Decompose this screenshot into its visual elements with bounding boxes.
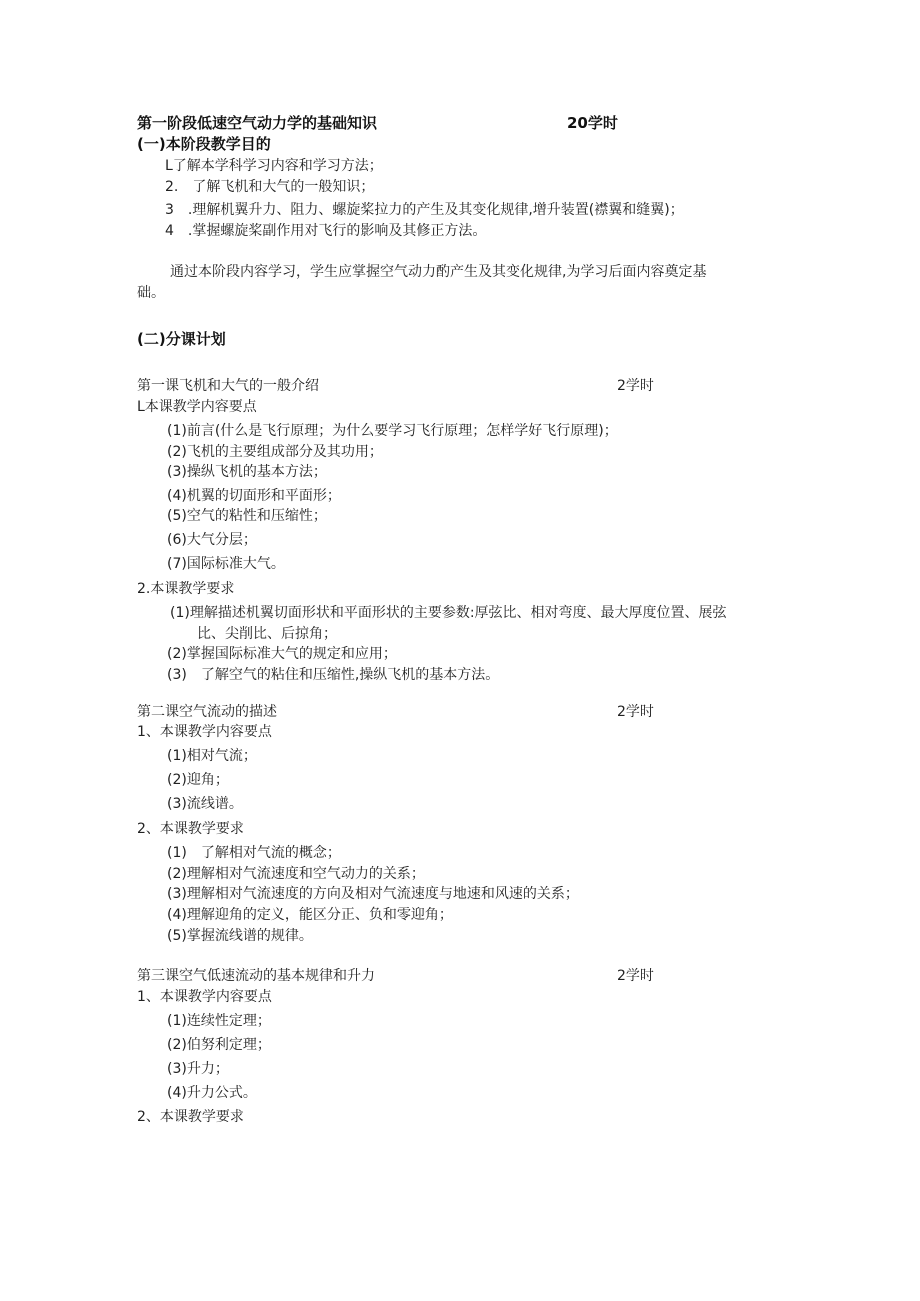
list-item: (1)前言(什么是飞行原理；为什么要学习飞行原理；怎样学好飞行原理)； [167,423,618,439]
lesson-title: 第三课空气低速流动的基本规律和升力 [137,968,375,984]
lesson-hours: 2学时 [617,378,654,394]
list-item: (3)操纵飞机的基本方法； [167,464,327,480]
list-item: (5)空气的粘性和压缩性； [167,508,327,524]
points-heading: 1、本课教学内容要点 [137,989,272,1005]
list-item: 比、尖削比、后掠角； [197,626,337,642]
list-item: (1) 了解相对气流的概念； [167,845,341,861]
goal-item: 3 .理解机翼升力、阻力、螺旋桨拉力的产生及其变化规律,增升装置(襟翼和缝翼)； [165,202,684,218]
goal-item: 4 .掌握螺旋桨副作用对飞行的影响及其修正方法。 [165,223,487,239]
goals-heading: (一)本阶段教学目的 [137,135,271,153]
list-item: (3)升力； [167,1061,229,1077]
lesson-title: 第二课空气流动的描述 [137,704,277,720]
list-item: (4)理解迎角的定义，能区分正、负和零迎角； [167,907,453,923]
plan-heading: (二)分课计划 [137,330,226,348]
list-item: (4)机翼的切面形和平面形； [167,488,341,504]
list-item: (7)国际标准大气。 [167,556,285,572]
list-item: (5)掌握流线谱的规律。 [167,928,313,944]
list-item: (3)理解相对气流速度的方向及相对气流速度与地速和风速的关系； [167,886,579,902]
goal-item: 2. 了解飞机和大气的一般知识； [165,179,375,195]
req-heading: 2、本课教学要求 [137,821,244,837]
list-item: (3)流线谱。 [167,796,243,812]
list-item: (2)飞机的主要组成部分及其功用； [167,444,383,460]
summary-line: 通过本阶段内容学习，学生应掌握空气动力酌产生及其变化规律,为学习后面内容奠定基 [170,264,707,280]
list-item: (6)大气分层； [167,532,257,548]
lesson-hours: 2学时 [617,968,654,984]
req-heading: 2.本课教学要求 [137,581,235,597]
lesson-hours: 2学时 [617,704,654,720]
list-item: (1)连续性定理； [167,1013,271,1029]
stage-hours: 20学时 [567,114,618,132]
list-item: (3) 了解空气的粘住和压缩性,操纵飞机的基本方法。 [167,667,500,683]
list-item: (2)迎角； [167,772,229,788]
points-heading: L本课教学内容要点 [137,399,257,415]
list-item: (2)理解相对气流速度和空气动力的关系； [167,866,425,882]
list-item: (1)理解描述机翼切面形状和平面形状的主要参数:厚弦比、相对弯度、最大厚度位置、展弦 [170,605,727,621]
goal-item: L了解本学科学习内容和学习方法； [165,158,383,174]
summary-line: 础。 [137,285,165,301]
points-heading: 1、本课教学内容要点 [137,724,272,740]
req-heading: 2、本课教学要求 [137,1109,244,1125]
list-item: (2)掌握国际标准大气的规定和应用； [167,646,397,662]
list-item: (4)升力公式。 [167,1085,257,1101]
list-item: (2)伯努利定理； [167,1037,271,1053]
list-item: (1)相对气流； [167,748,257,764]
stage-title: 第一阶段低速空气动力学的基础知识 [137,114,378,132]
lesson-title: 第一课飞机和大气的一般介绍 [137,378,319,394]
